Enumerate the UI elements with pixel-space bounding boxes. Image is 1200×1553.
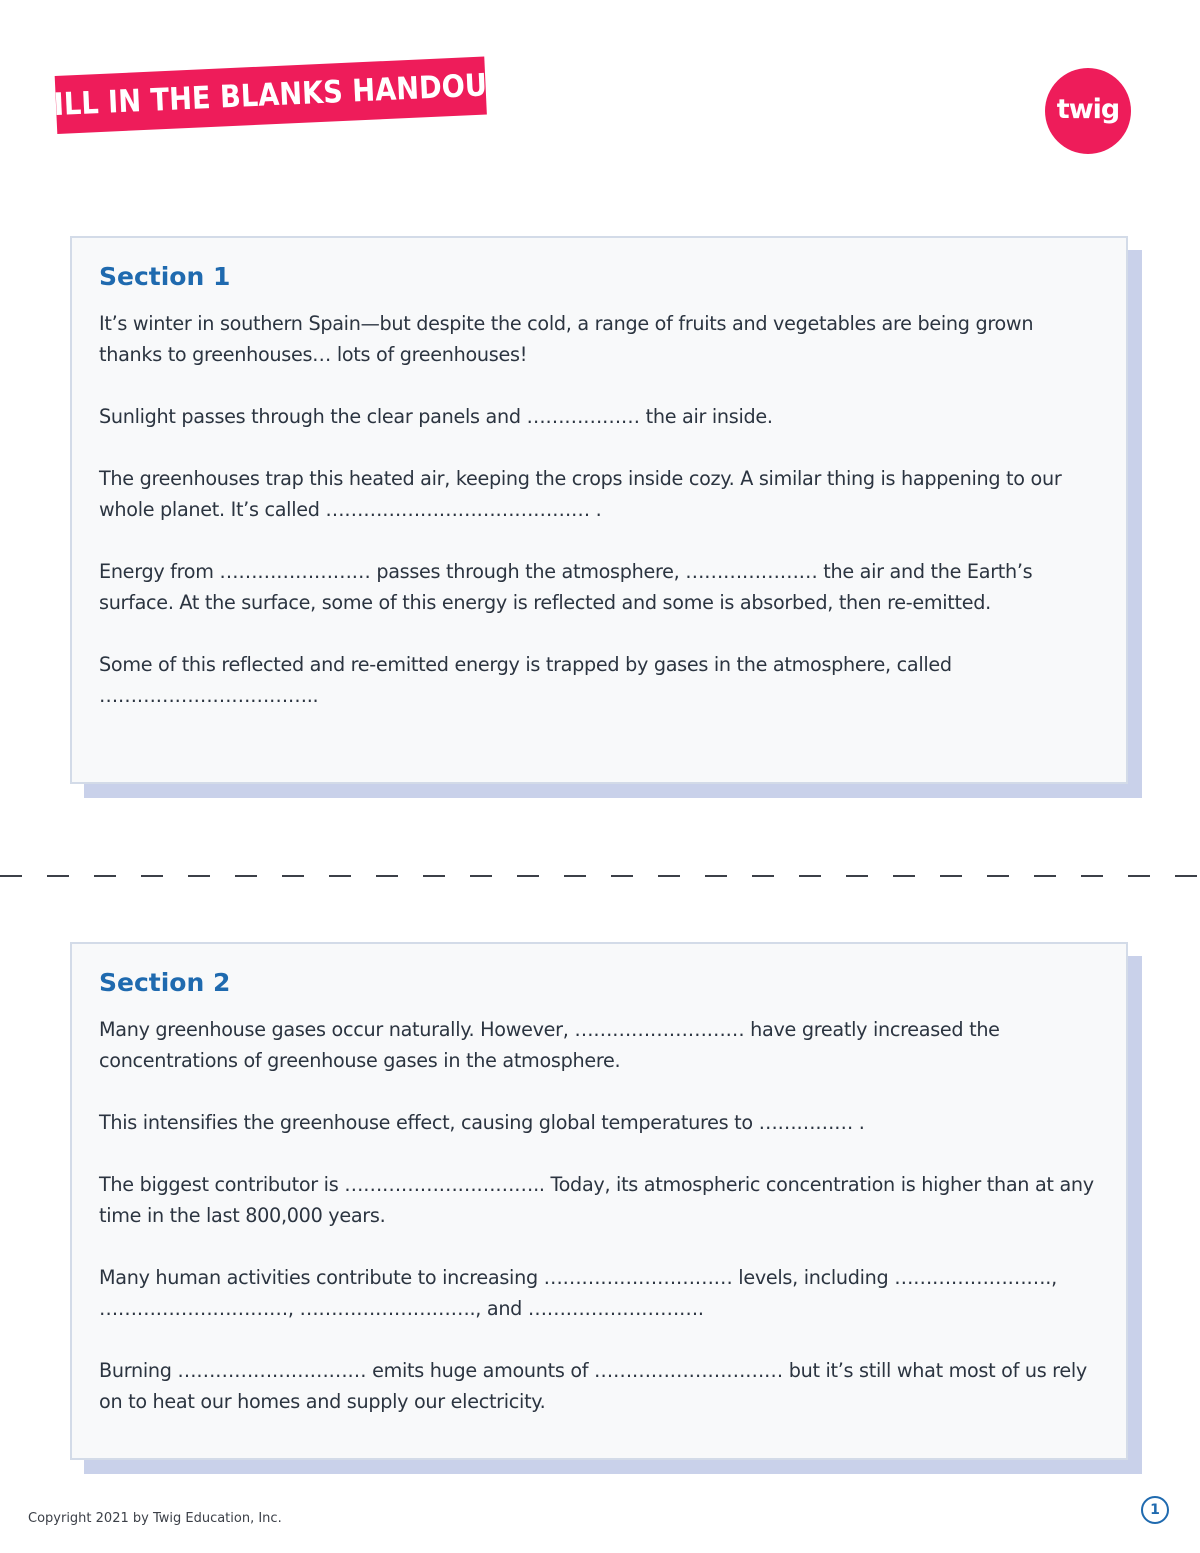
page-number-badge	[1141, 1496, 1169, 1524]
handout-title: FILL IN THE BLANKS HANDOUT	[34, 66, 507, 124]
section-1-paragraph: It’s winter in southern Spain—but despite the cold, a range of fruits and vegetables are being grown thanks to greenhouses… lots of greenhouses!	[99, 312, 1034, 366]
twig-logo	[1045, 68, 1131, 154]
section-2-paragraph: The biggest contributor is ………………………….. Today, its atmospheric concentration is higher than at any time in the last 800,000 years.	[99, 1173, 1094, 1227]
section-2-paragraph: Burning ………………………… emits huge amounts of ………………………… but it’s still what most of us rely on to heat our homes and supply our electricity.	[99, 1359, 1087, 1413]
section-2-card-wrap	[70, 942, 1128, 1460]
copyright-notice: Copyright 2021 by Twig Education, Inc.	[28, 1511, 282, 1526]
section-1-paragraph: Sunlight passes through the clear panels and ……………… the air inside.	[99, 405, 773, 428]
section-1-paragraph: Energy from …………………… passes through the atmosphere, ………………… the air and the Earth’s surface. At the surface, some of this energy is reflected and some is absorbed, then re-emitted.	[99, 560, 1033, 614]
handout-title-banner	[34, 57, 507, 134]
logo-text: twig	[1056, 93, 1120, 125]
section-1-title: Section 1	[99, 262, 231, 291]
section-1-paragraph: Some of this reflected and re-emitted energy is trapped by gases in the atmosphere, called ……………………………..	[99, 653, 952, 707]
section-2-paragraph: This intensifies the greenhouse effect, causing global temperatures to …………… .	[99, 1111, 865, 1134]
section-1-paragraph: The greenhouses trap this heated air, keeping the crops inside cozy. A similar thing is happening to our whole planet. It’s called …………………………………… .	[99, 467, 1062, 521]
section-1-card	[70, 236, 1128, 784]
cut-line-divider	[0, 866, 1200, 886]
section-2-title: Section 2	[99, 968, 231, 997]
section-2-paragraph: Many human activities contribute to increasing ………………………… levels, including ……………………., …………………………, ………………………., and ……………………….	[99, 1266, 1057, 1320]
section-2-card	[70, 942, 1128, 1460]
section-1-card-wrap	[70, 236, 1128, 784]
section-2-paragraph: Many greenhouse gases occur naturally. However, ……………………… have greatly increased the concentrations of greenhouse gases in the atmosphere.	[99, 1018, 1000, 1072]
page-number: 1	[1150, 1502, 1160, 1518]
